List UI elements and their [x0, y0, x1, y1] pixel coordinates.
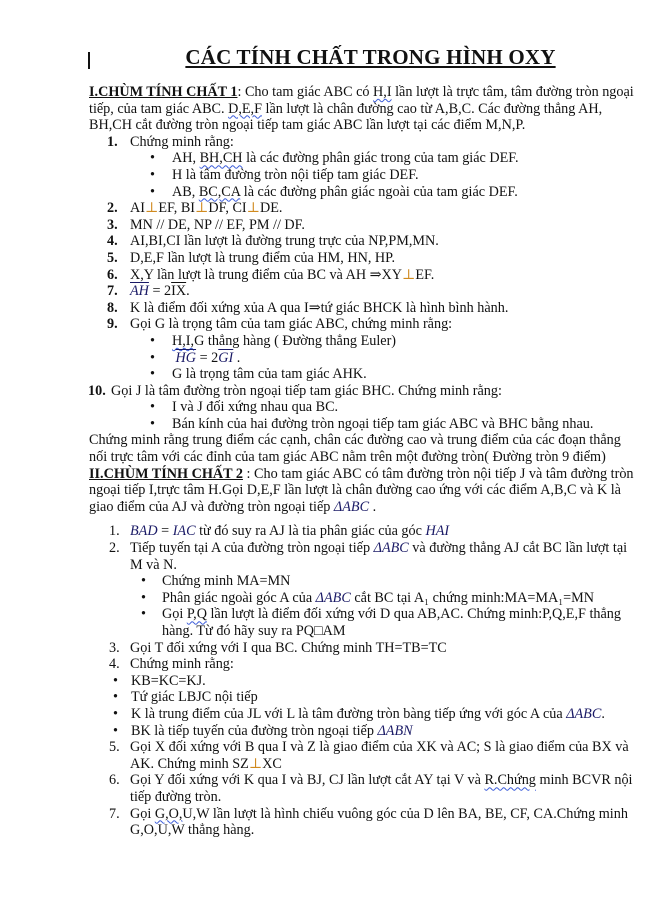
text-run: R.Chứng — [484, 772, 536, 789]
text-run: . — [601, 705, 605, 722]
text-run: . — [369, 498, 377, 515]
text-run: Tứ giác LBJC nội tiếp — [131, 689, 258, 706]
text-run: minh BCVR nội tiếp đường tròn. — [130, 772, 633, 805]
list-number: 7. — [107, 283, 118, 300]
vector-gi: $\overline{GI}$ — [218, 349, 234, 366]
text-run: K là điểm đối xứng xủa A qua I — [130, 299, 309, 316]
text-run: và đường thẳng AJ cắt BC lần lượt tại M và N. — [130, 540, 628, 573]
list-number: 3. — [109, 639, 120, 656]
text-run: AI — [130, 200, 145, 217]
text-run: . — [233, 349, 241, 366]
text-run: BC,CA — [198, 183, 241, 200]
text-run: AB, — [172, 183, 199, 200]
text-run: lần lượt là trực tâm, tâm đường tròn ngoại tiếp, của tam giác ABC. — [89, 84, 634, 117]
section2-item4-bullets — [89, 673, 634, 739]
angle-iac: IAC — [172, 523, 196, 540]
text-run: cắt BC tại A₁ chứng minh:MA=MA₁=MN — [350, 589, 595, 606]
bullet-item — [89, 416, 634, 433]
text-run: ΔABN — [377, 722, 413, 739]
text-run: X,Y lần lượt là trung điểm của BC và AH — [130, 266, 370, 283]
text-run: G thẳng hàng ( Đường thẳng Euler) — [194, 332, 397, 349]
vector-ah: $\overline{AH}$ — [130, 283, 149, 300]
list-item — [89, 134, 634, 200]
text-run: = 2 — [148, 283, 172, 300]
vector-hg: $\overline{HG}$ — [175, 349, 197, 366]
text-run: U,W lần lượt là hình chiếu vuông góc của D lên BA, BE, CF, CA.Chứng minh G,O,U,W thẳng hàng. — [130, 805, 628, 839]
text-run: I và J đối xứng nhau qua BC. — [172, 399, 339, 416]
text-run: = 2 — [196, 349, 219, 366]
list-item — [89, 383, 634, 433]
section2-heading: II.CHÙM TÍNH CHẤT 2 — [89, 465, 243, 482]
list-number: 2. — [107, 200, 118, 217]
list-number: 6. — [107, 266, 118, 283]
section2-list — [89, 523, 634, 672]
text-run: là các đường phân giác ngoài của tam giác DEF. — [240, 183, 518, 200]
list-number: 1. — [107, 133, 118, 150]
bullet-item — [89, 706, 634, 723]
text-run: MN // DE, NP // EF, PM // DF. — [130, 216, 305, 233]
list-number: 2. — [109, 540, 120, 557]
list-number: 4. — [109, 656, 120, 673]
list-item — [89, 640, 634, 657]
text-run: ⊥ — [195, 200, 209, 217]
list-number: 9. — [107, 316, 118, 333]
section2-list-cont — [89, 739, 634, 839]
text-run: EF. — [415, 266, 435, 283]
text-run: H,I — [373, 84, 392, 100]
text-run: K là trung điểm của JL với L là tâm đường tròn bàng tiếp ứng với góc A của — [131, 705, 567, 722]
bullet-item — [89, 366, 634, 383]
text-run: . — [186, 283, 190, 300]
text-run: ΔABC — [373, 540, 409, 557]
text-run: G là trọng tâm của tam giác AHK. — [172, 366, 367, 383]
bullet-item — [89, 167, 634, 184]
text-run: ⊥ — [402, 266, 416, 283]
bullet-item — [89, 673, 634, 690]
list-item — [89, 772, 634, 805]
bullet-item — [89, 723, 634, 740]
list-item — [89, 233, 634, 250]
text-run: Gọi G là trọng tâm của tam giác ABC, chứng minh rằng: — [130, 316, 453, 333]
bullet-item — [89, 184, 634, 201]
text-run: H,I, — [172, 332, 195, 349]
text-run: Gọi — [162, 606, 187, 623]
text-run: ΔABC — [566, 705, 602, 722]
text-run: D,E,F lần lượt là trung điểm của HM, HN, HP. — [130, 249, 396, 266]
text-run: G,O, — [154, 805, 183, 822]
text-run: Gọi J là tâm đường tròn ngoại tiếp tam giác BHC. Chứng minh rằng: — [111, 382, 502, 399]
text-run: Chứng minh rằng: — [130, 133, 234, 150]
text-run: KB=KC=KJ. — [131, 672, 206, 689]
document-title: CÁC TÍNH CHẤT TRONG HÌNH OXY — [185, 45, 556, 69]
bullet-item — [89, 606, 634, 639]
perpendicular-symbol: ⊥ — [144, 200, 159, 217]
text-run: lần lượt là điểm đối xứng với D qua AB,AC. Chứng minh:P,Q,E,F thẳng hàng. Từ đó hãy suy ra PQ□AM — [162, 606, 621, 639]
list-number: 7. — [109, 805, 120, 822]
list-item — [89, 656, 634, 673]
list-item — [89, 267, 634, 284]
section1-heading: I.CHÙM TÍNH CHẤT 1 — [89, 84, 238, 100]
text-run: DF, CI — [208, 200, 247, 217]
bullet-item — [89, 573, 634, 590]
list-number: 5. — [109, 739, 120, 756]
text-run: Gọi T đối xứng với I qua BC. Chứng minh TH=TB=TC — [130, 639, 447, 656]
list-number: 5. — [107, 249, 118, 266]
text-run: ΔABC — [333, 498, 370, 515]
text-run: BH,CH — [199, 150, 243, 167]
bullet-item — [89, 350, 634, 367]
list-item — [89, 806, 634, 839]
list-item — [89, 540, 634, 640]
text-run: ⊥ — [248, 755, 263, 772]
text-run: từ đó suy ra AJ là tia phân giác của góc — [195, 523, 426, 540]
list-item — [89, 300, 634, 317]
angle-hai: HAI — [425, 523, 450, 540]
list-item — [89, 200, 634, 217]
text-run: Gọi — [130, 805, 155, 822]
text-run: Gọi Y đối xứng với K qua I và BJ, CJ lần lượt cắt AY tại V và — [130, 772, 485, 789]
section1-list — [89, 134, 634, 433]
text-run: Gọi X đối xứng với B qua I và Z là giao điểm của XK và AC; S là giao điểm của BX và AK. Chứng minh SZ — [130, 739, 629, 772]
text-run: Phân giác ngoài góc A của — [162, 589, 316, 606]
text-run: Tiếp tuyến tại A của đường tròn ngoại tiếp — [130, 540, 374, 557]
list-item — [89, 250, 634, 267]
text-run: Chứng minh MA=MN — [162, 573, 291, 590]
angle-bad: BAD — [130, 523, 158, 540]
list-item — [89, 283, 634, 300]
text-run: là các đường phân giác trong của tam giác DEF. — [242, 150, 519, 167]
text-run: DE. — [260, 200, 283, 217]
list-number: 1. — [109, 523, 120, 540]
implies-arrow: ⇒ — [369, 266, 382, 283]
text-run: H là tâm đường tròn nội tiếp tam giác DEF. — [172, 166, 419, 183]
text-run: : Cho tam giác ABC có tâm đường tròn nội tiếp J và tâm đường tròn ngoại tiếp I,trực tâm H.Gọi D,E,F lần lượt là chân đường cao ứng với các điểm A,B,C và K là giao điểm của AJ và đường tròn ngoại tiếp — [89, 465, 634, 515]
bullet-item — [89, 333, 634, 350]
text-run: Bán kính của hai đường tròn ngoại tiếp tam giác ABC và BHC bằng nhau. — [172, 415, 594, 432]
bullet-item — [89, 150, 634, 167]
text-run: BK là tiếp tuyến của đường tròn ngoại tiếp — [131, 722, 378, 739]
list-number: 8. — [107, 299, 118, 316]
section1-closing: Chứng minh rằng trung điểm các cạnh, chân các đường cao và trung điểm của các đoạn thẳng nối trực tâm với các đỉnh của tam giác ABC nằm trên một đường tròn( Đường tròn 9 điểm) — [89, 432, 621, 466]
text-run: lần lượt là chân đường cao từ A,B,C. Các đường thẳng AH, BH,CH cắt đường tròn ngoại tiếp tam giác ABC lần lượt tại các điểm M,N,P. — [89, 100, 603, 134]
list-number: 10. — [88, 382, 106, 399]
text-run: ΔABC — [315, 589, 351, 606]
text-run: XY — [381, 266, 403, 283]
document-page — [89, 44, 634, 839]
implies-arrow: ⇒ — [308, 299, 321, 316]
list-number: 4. — [107, 233, 118, 250]
text-run: EF, BI — [158, 200, 196, 217]
vector-ix: $\overline{IX}$ — [171, 283, 187, 300]
section1-intro — [89, 84, 634, 134]
list-number: 6. — [109, 772, 120, 789]
list-item — [89, 217, 634, 234]
list-item — [89, 523, 634, 540]
section2-intro — [89, 466, 634, 516]
text-run: Chứng minh rằng: — [130, 656, 234, 673]
bullet-item — [89, 399, 634, 416]
bullet-item — [89, 689, 634, 706]
text-run: AI,BI,CI lần lượt là đường trung trực của NP,PM,MN. — [130, 233, 439, 250]
text-run: P,Q — [186, 606, 207, 623]
text-run: D,E,F — [228, 100, 262, 117]
text-run: tứ giác BHCK là hình bình hành. — [320, 299, 509, 316]
text-run: XC — [262, 755, 282, 772]
list-item — [89, 739, 634, 772]
bullet-item — [89, 590, 634, 607]
text-run: ⊥ — [246, 200, 260, 217]
list-number: 3. — [107, 216, 118, 233]
text-run: = — [157, 523, 173, 540]
text-run: AH, — [172, 150, 200, 167]
text-run: : Cho tam giác ABC có — [237, 84, 374, 100]
list-item — [89, 316, 634, 382]
